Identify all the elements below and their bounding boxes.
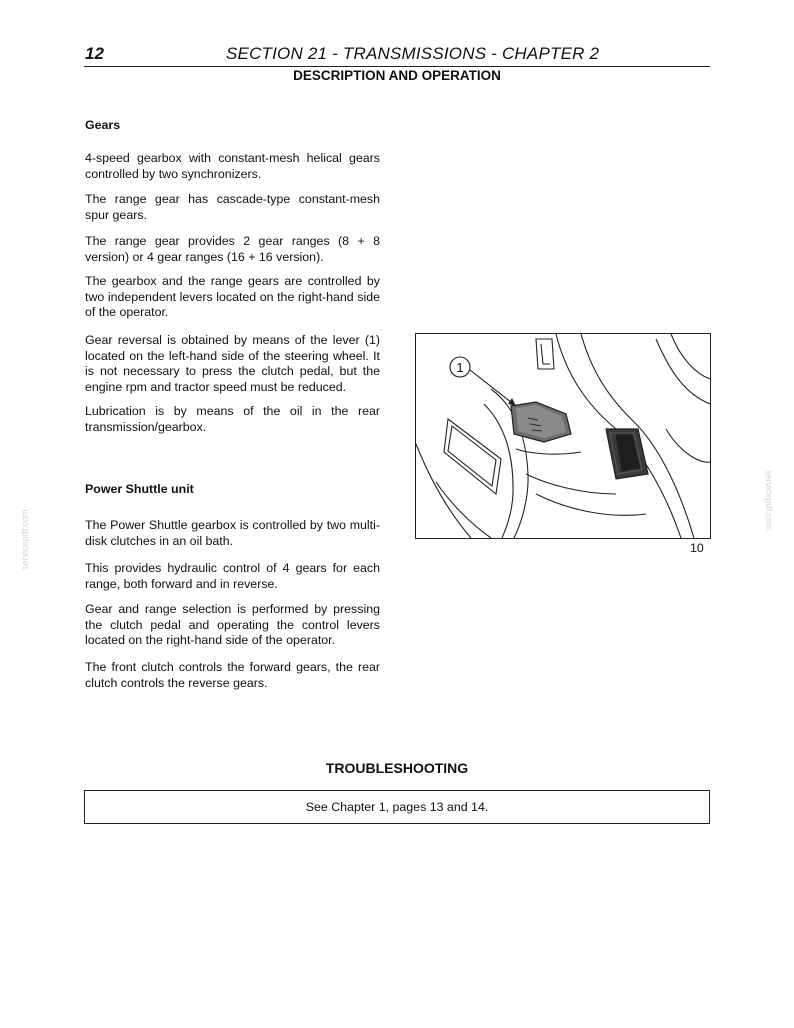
power-shuttle-heading: Power Shuttle unit [85,482,194,496]
gears-heading: Gears [85,118,121,132]
page-number: 12 [85,44,104,63]
troubleshooting-note: See Chapter 1, pages 13 and 14. [305,800,489,814]
callout-label: 1 [456,360,464,375]
power-shuttle-paragraph-2: This provides hydraulic control of 4 gears for each range, both forward and in reverse. [85,561,380,591]
page-title: SECTION 21 - TRANSMISSIONS - CHAPTER 2 [226,44,600,63]
gears-section [85,118,380,134]
gears-paragraph-3: The range gear provides 2 gear ranges (8 + 8 version) or 4 gear ranges (16 + 16 version). [85,234,380,264]
figure-frame [415,333,711,539]
gears-paragraph-2: The range gear has cascade-type constant-mesh spur gears. [85,192,380,222]
watermark-left: servicepdf.com [20,509,30,570]
gears-paragraph-4: The gearbox and the range gears are controlled by two independent levers located on the right-hand side of the operator. [85,274,380,320]
shuttle-lever-illustration [416,334,710,538]
power-shuttle-paragraph-3: Gear and range selection is performed by pressing the clutch pedal and operating the control levers located on the right-hand side of the operator. [85,602,380,648]
gears-paragraph-5: Gear reversal is obtained by means of the lever (1) located on the left-hand side of the steering wheel. It is not necessary to press the clutch pedal, but the engine rpm and tractor speed must be reduced. [85,333,380,394]
troubleshooting-heading: TROUBLESHOOTING [325,760,469,776]
power-shuttle-paragraph-4: The front clutch controls the forward gears, the rear clutch controls the reverse gears. [85,660,380,690]
gears-paragraph-6: Lubrication is by means of the oil in the rear transmission/gearbox. [85,404,380,434]
troubleshooting-box [84,790,710,824]
gears-paragraph-1: 4-speed gearbox with constant-mesh helical gears controlled by two synchronizers. [85,151,380,181]
power-shuttle-section [85,482,380,498]
section-subtitle: DESCRIPTION AND OPERATION [293,68,501,83]
power-shuttle-paragraph-1: The Power Shuttle gearbox is controlled by two multi-disk clutches in an oil bath. [85,518,380,548]
watermark-right: servicepdf.com [764,470,774,531]
callout-arrow [470,370,516,406]
figure-number: 10 [690,541,704,555]
header-rule [84,66,710,67]
